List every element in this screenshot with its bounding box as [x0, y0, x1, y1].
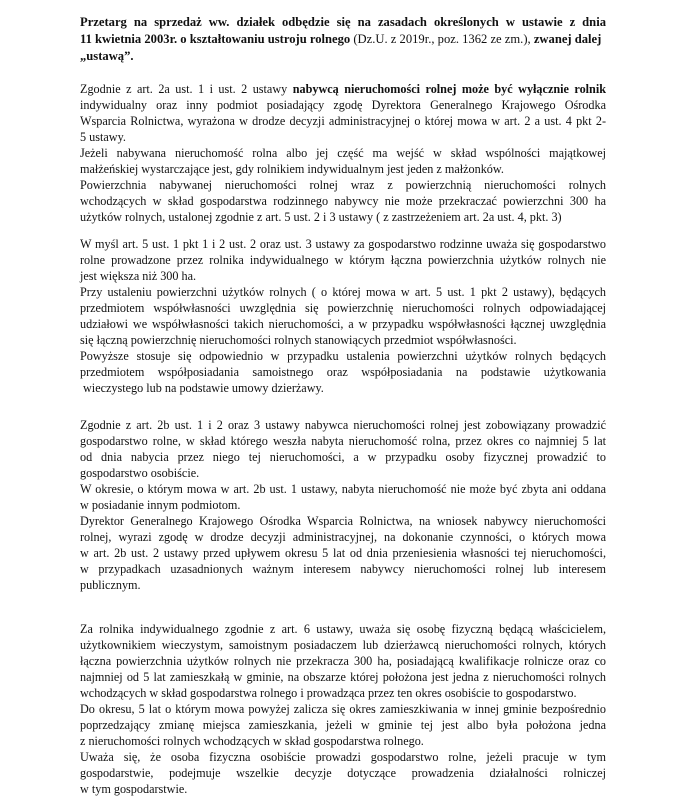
section4-line-1: Za rolnika indywidualnego zgodnie z art. 6 ustawy, uważa się osobę fizyczną będącą właścicielem,	[80, 622, 606, 636]
section4-line-10: gospodarstwie, podejmuje wszelkie decyzje dotyczące prowadzenia działalności rolniczej	[80, 766, 606, 780]
section3-line-1: Zgodnie z art. 2b ust. 1 i 2 oraz 3 ustawy nabywca nieruchomości rolnej jest zobowiązany prowadzić	[80, 418, 606, 432]
section-family-farm	[80, 236, 606, 396]
section1-line-6: małżeńskiej wystarczające jest, gdy rolnikiem indywidualnym jest jeden z małżonków.	[80, 162, 504, 176]
section3-line-9: w art. 2b ust. 2 ustawy przed upływem okresu 5 lat od dnia przeniesienia własności tej nieruchomości,	[80, 546, 606, 560]
section3-line-4: gospodarstwo osobiście.	[80, 466, 200, 480]
intro-zwanej-dalej: zwanej dalej	[530, 32, 602, 46]
section4-line-4: najmniej od 5 lat zamieszkałą w gminie, na obszarze której położona jest jedna z nieruchomości rolnych	[80, 670, 606, 684]
section4-line-7: poprzedzający zmianę miejsca zamieszkania, jeżeli w gminie tej jest albo była położona jedna	[80, 718, 606, 732]
section-individual-farmer	[80, 621, 606, 797]
section2-line-2: rolne prowadzone przez rolnika indywidualnego w którym łączna powierzchnia użytków rolnych nie	[80, 253, 606, 267]
section3-line-3: od dnia nabycia przez niego tej nieruchomości, a w przypadku osoby fizycznej prowadzić to	[80, 450, 606, 464]
section4-line-5: wchodzących w skład gospodarstwa rolnego i prowadząca przez ten okres osobiście to gospodarstwo.	[80, 686, 577, 700]
intro-act-reference: (Dz.U. z 2019r., poz. 1362 ze zm.),	[350, 32, 531, 46]
section-buyer-requirements	[80, 81, 606, 225]
section4-line-2: użytkownikiem wieczystym, samoistnym posiadaczem lub dzierżawcą nieruchomości rolnych, których	[80, 638, 606, 652]
intro-paragraph	[80, 14, 606, 65]
section1-bold-clause: nabywcą nieruchomości rolnej może być wyłącznie rolnik	[292, 82, 606, 96]
section3-line-6: w posiadanie innym podmiotom.	[80, 498, 241, 512]
section1-line-9: użytków rolnych, ustalonej zgodnie z art. 5 ust. 2 i 3 ustawy ( z zastrzeżeniem art. 2a ust. 4, pkt. 3)	[80, 210, 562, 224]
section1-line-2: indywidualny oraz inny podmiot posiadający zgodę Dyrektora Generalnego Krajowego Ośrodka	[80, 98, 606, 112]
section3-line-11: publicznym.	[80, 578, 141, 592]
section3-line-7: Dyrektor Generalnego Krajowego Ośrodka Wsparcia Rolnictwa, na wniosek nabywcy nieruchomości	[80, 514, 606, 528]
section3-line-10: w przypadkach uzasadnionych ważnym interesem nabywcy nieruchomości rolnej lub interesem	[80, 562, 606, 576]
intro-line-1: Przetarg na sprzedaż ww. działek odbędzie się na zasadach określonych w ustawie z dnia	[80, 15, 606, 29]
section1-line-8: wchodzących w skład gospodarstwa rodzinnego nabywcy nie może przekraczać powierzchni 300 ha	[80, 194, 606, 208]
section4-line-3: łączna powierzchnia użytków rolnych nie przekracza 300 ha, posiadającą kwalifikacje rolnicze oraz co	[80, 654, 606, 668]
section2-line-4: Przy ustaleniu powierzchni użytków rolnych ( o której mowa w art. 5 ust. 1 pkt 2 ustawy), będących	[80, 285, 606, 299]
section1-line-3: Wsparcia Rolnictwa, wyrażona w drodze decyzji administracyjnej o której mowa w art. 2 a ust. 4 pkt 2-	[80, 114, 606, 128]
section3-line-5: W okresie, o którym mowa w art. 2b ust. 1 ustawy, nabyta nieruchomość nie może być zbyta ani oddana	[80, 482, 606, 496]
section1-lead: Zgodnie z art. 2a ust. 1 i ust. 2 ustawy	[80, 82, 293, 96]
section1-line-1	[80, 81, 606, 97]
intro-line-3: „ustawą”.	[80, 49, 134, 63]
section3-line-2: gospodarstwo rolne, w skład którego weszła nabyta nieruchomość rolna, przez okres co najmniej 5 lat	[80, 434, 606, 448]
section4-line-6: Do okresu, 5 lat o którym mowa powyżej zalicza się okres zamieszkiwania w innej gminie bezpośrednio	[80, 702, 606, 716]
section-obligation-to-farm	[80, 417, 606, 593]
section1-line-4: 5 ustawy.	[80, 130, 126, 144]
section2-line-7: się łączną powierzchnię nieruchomości rolnych stanowiących przedmiot współwłasności.	[80, 333, 517, 347]
section1-line-5: Jeżeli nabywana nieruchomość rolna albo jej część ma wejść w skład wspólności majątkowej	[80, 146, 606, 160]
section4-line-11: w tym gospodarstwie.	[80, 782, 188, 796]
section2-line-6: udziałowi we współwłasności takich nieruchomości, a w przypadku współwłasności łącznej uwzględnia	[80, 317, 606, 331]
section2-line-3: jest większa niż 300 ha.	[80, 269, 197, 283]
section4-line-8: z nieruchomości rolnych wchodzących w skład gospodarstwa rolnego.	[80, 734, 424, 748]
section3-line-8: rolnej, wyrazi zgodę w drodze decyzji administracyjnej, na dokonanie czynności, o których mowa	[80, 530, 606, 544]
section1-line-7: Powierzchnia nabywanej nieruchomości rolnej wraz z powierzchnią nieruchomości rolnych	[80, 178, 606, 192]
section2-line-10: wieczystego lub na podstawie umowy dzierżawy.	[83, 381, 324, 395]
intro-act-title: 11 kwietnia 2003r. o kształtowaniu ustroju rolnego	[80, 32, 351, 46]
intro-line-2	[80, 31, 606, 48]
section2-line-5: przedmiotem współwłasności uwzględnia się powierzchnię nieruchomości rolnych odpowiadającej	[80, 301, 606, 315]
section2-line-8: Powyższe stosuje się odpowiednio w przypadku ustalenia powierzchni użytków rolnych będących	[80, 349, 606, 363]
section2-line-9: przedmiotem współposiadania samoistnego oraz współposiadania na podstawie użytkowania	[80, 365, 606, 379]
section2-line-1: W myśl art. 5 ust. 1 pkt 1 i 2 ust. 2 oraz ust. 3 ustawy za gospodarstwo rodzinne uważa się gospodarstwo	[80, 237, 606, 251]
section4-line-9: Uważa się, że osoba fizyczna osobiście prowadzi gospodarstwo rolne, jeżeli pracuje w tym	[80, 750, 606, 764]
